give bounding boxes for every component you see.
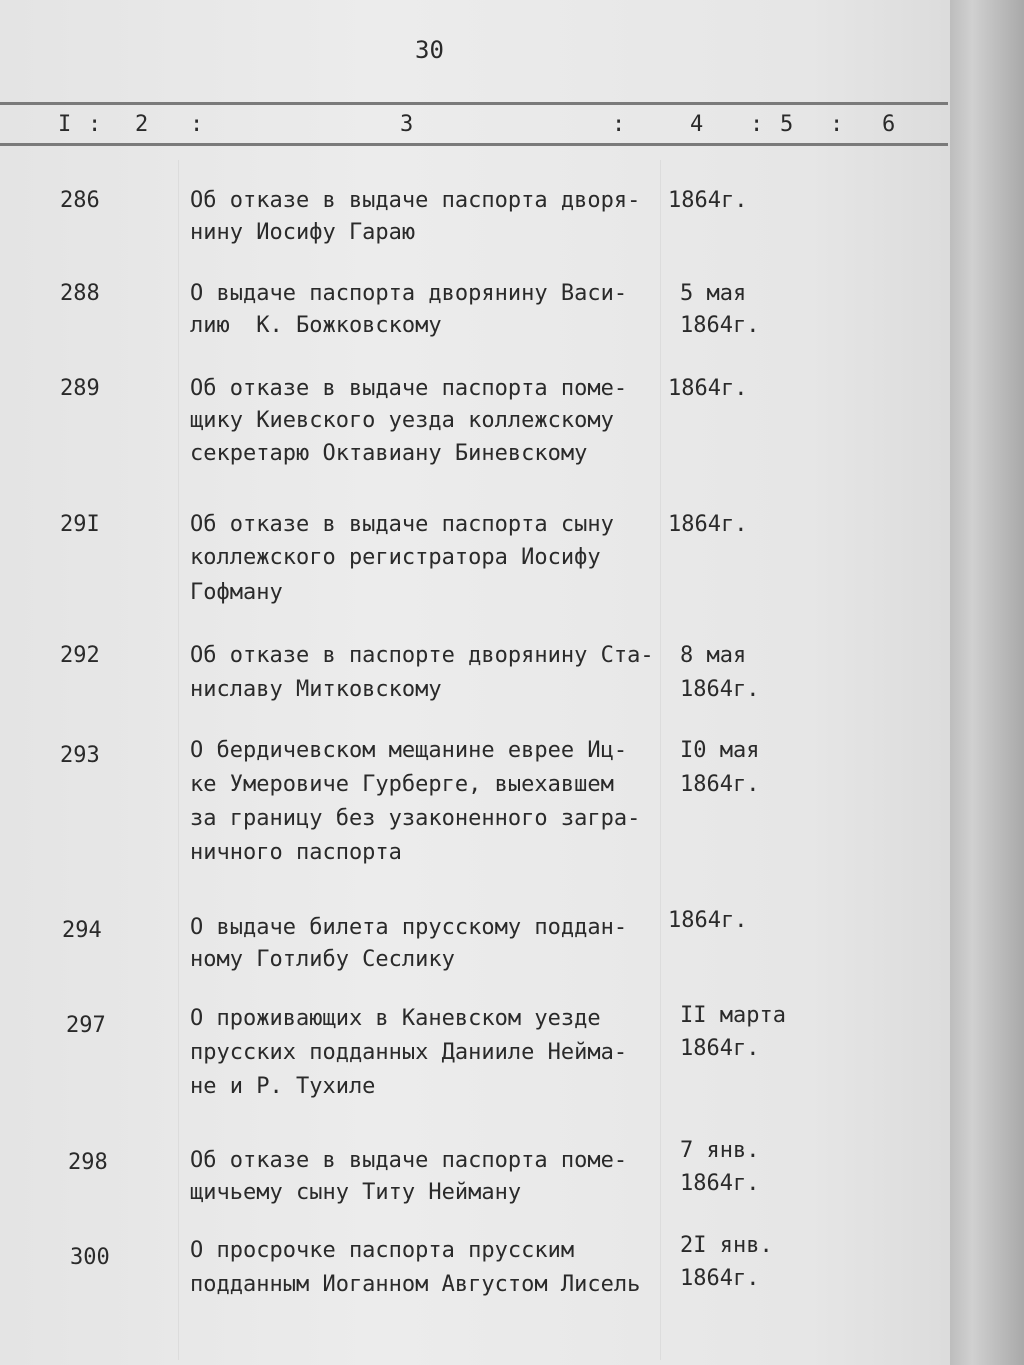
column-header: 6 — [882, 112, 896, 137]
entry-title-line: коллежского регистратора Иосифу — [190, 545, 601, 570]
entry-title-line: Об отказе в выдаче паспорта сыну — [190, 512, 614, 537]
entry-title-line: О бердичевском мещанине еврее Иц- — [190, 738, 628, 763]
entry-title-line: лию К. Божковскому — [190, 313, 442, 338]
entry-date: II марта — [680, 1003, 786, 1028]
page-edge — [950, 0, 1024, 1365]
column-separator: : — [88, 112, 102, 137]
entry-date: 1864г. — [680, 1266, 760, 1291]
entry-number: 297 — [66, 1013, 106, 1038]
entry-title-line: ничного паспорта — [190, 840, 402, 865]
entry-title-line: Об отказе в выдаче паспорта поме- — [190, 376, 628, 401]
column-divider — [178, 160, 179, 1360]
column-separator: : — [190, 112, 204, 137]
entry-title-line: прусских подданных Данииле Нейма- — [190, 1040, 628, 1065]
entry-date: 7 янв. — [680, 1138, 760, 1163]
entry-number: 288 — [60, 281, 100, 306]
column-header: 3 — [400, 112, 414, 137]
entry-title-line: ному Готлибу Сеслику — [190, 947, 455, 972]
entry-date: 1864г. — [668, 908, 748, 933]
entry-title-line: Гофману — [190, 580, 283, 605]
entry-title-line: Об отказе в выдаче паспорта дворя- — [190, 188, 641, 213]
entry-number: 29I — [60, 512, 100, 537]
column-header: 5 — [780, 112, 794, 137]
entry-title-line: за границу без узаконенного загра- — [190, 806, 641, 831]
column-separator: : — [750, 112, 764, 137]
entry-title-line: ниславу Митковскому — [190, 677, 442, 702]
entry-date: 5 мая — [680, 281, 747, 306]
entry-date: I0 мая — [680, 738, 760, 763]
entry-title-line: О выдаче билета прусскому поддан- — [190, 915, 628, 940]
entry-title-line: секретарю Октавиану Биневскому — [190, 441, 588, 466]
column-header: 4 — [690, 112, 704, 137]
entry-number: 294 — [62, 918, 102, 943]
entry-title-line: подданным Иоганном Августом Лисель — [190, 1272, 641, 1297]
entry-title-line: О выдаче паспорта дворянину Васи- — [190, 281, 628, 306]
entry-title-line: щичьему сыну Титу Нейману — [190, 1180, 522, 1205]
entry-date: 1864г. — [668, 188, 748, 213]
entry-title-line: щику Киевского уезда коллежскому — [190, 408, 614, 433]
column-separator: : — [612, 112, 626, 137]
entry-title-line: Об отказе в паспорте дворянину Ста- — [190, 643, 654, 668]
entry-date: 1864г. — [668, 376, 748, 401]
entry-number: 293 — [60, 743, 100, 768]
entry-number: 298 — [68, 1150, 108, 1175]
entry-title-line: ке Умеровиче Гурберге, выехавшем — [190, 772, 614, 797]
column-separator: : — [830, 112, 844, 137]
entry-number: 300 — [70, 1245, 110, 1270]
column-header: 2 — [135, 112, 149, 137]
entry-date: 2I янв. — [680, 1233, 773, 1258]
entry-number: 289 — [60, 376, 100, 401]
entry-title-line: О просрочке паспорта прусским — [190, 1238, 575, 1263]
entry-date: 1864г. — [668, 512, 748, 537]
entry-number: 292 — [60, 643, 100, 668]
header-bottom-rule — [0, 143, 948, 146]
entry-date: 8 мая — [680, 643, 747, 668]
entry-number: 286 — [60, 188, 100, 213]
entry-title-line: О проживающих в Каневском уезде — [190, 1006, 601, 1031]
entry-date: 1864г. — [680, 677, 760, 702]
entry-date: 1864г. — [680, 1171, 760, 1196]
entry-date: 1864г. — [680, 772, 760, 797]
entry-title-line: Об отказе в выдаче паспорта поме- — [190, 1148, 628, 1173]
column-divider — [660, 160, 661, 1360]
page-number: 30 — [415, 36, 444, 64]
entry-date: 1864г. — [680, 1036, 760, 1061]
header-top-rule — [0, 102, 948, 105]
entry-date: 1864г. — [680, 313, 760, 338]
entry-title-line: нину Иосифу Гараю — [190, 220, 416, 245]
entry-title-line: не и Р. Тухиле — [190, 1074, 376, 1099]
column-header: I — [58, 112, 72, 137]
